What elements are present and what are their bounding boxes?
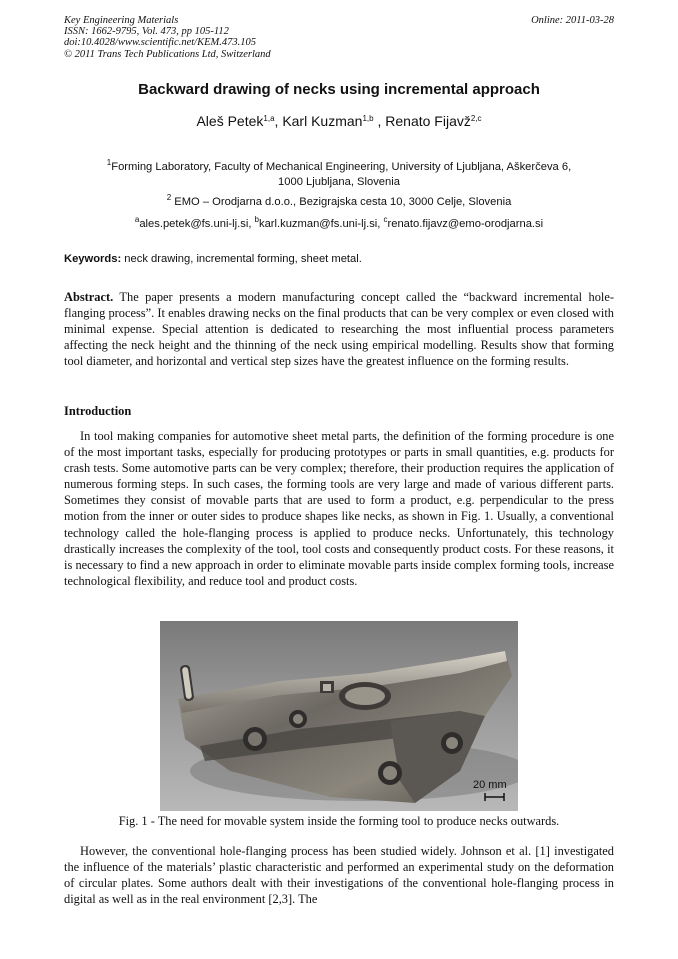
journal-header (64, 15, 271, 60)
doi-line[interactable]: doi:10.4028/www.scientific.net/KEM.473.105 (64, 37, 256, 49)
abstract-label: Abstract. (64, 290, 114, 304)
author-list: Aleš Petek$^{1,a}$, Karl Kuzman$^{1,b}$ , Renato Fijavž$^{2,c}$ (196, 113, 482, 129)
author-name: Renato Fijavž (385, 113, 471, 129)
intro-paragraph-1: In tool making companies for automotive sheet metal parts, the definition of the forming procedure is one of the most important tasks, especially for producing prototypes or parts in small quantities, e.g. products for crash tests. Some automotive parts can be very complex; therefore, their production requires the application of numerous forming steps. In such cases, the forming tools are very large and made of various different parts. Sometimes they consist of movable parts that are used to form a product, e.g. perpendicular to the press motion from the inner or outer sides to produce shapes like necks, as shown in Fig. 1. Usually, a conventional technology called the hole-flanging process is applied to produce necks. Unfortunately, this technology drastically increases the complexity of the tool, tool costs and consequently product costs. For these reasons, it is necessary to find a new approach in order to eliminate movable parts inside complex forming tools, increase technological flexibility, and reduce tool and product costs. (64, 429, 614, 588)
author-affiliation-mark: 1,a (263, 114, 275, 123)
keywords (64, 253, 614, 265)
affiliation-2-text: EMO – Orodjarna d.o.o., Bezigrajska cesta 10, 3000 Celje, Slovenia (174, 196, 512, 208)
email-mark: c (383, 215, 388, 224)
affiliation-2 (64, 195, 614, 210)
online-date: Online: 2011-03-28 (531, 15, 614, 26)
email-mark: b (254, 215, 259, 224)
affiliation-mark: 2 (166, 193, 172, 202)
affiliation-1-line2: 1000 Ljubljana, Slovenia (278, 176, 400, 188)
author-emails: $^a$ales.petek@fs.uni-lj.si, $^b$karl.kuzman@fs.uni-lj.si, $^c$renato.fijavz@emo-orodjarna.si (134, 215, 544, 230)
paper-title: Backward drawing of necks using incremental approach (138, 81, 540, 98)
figure-1-photo (160, 621, 518, 811)
author-name: Aleš Petek (196, 113, 264, 129)
email-link[interactable]: ales.petek@fs.uni-lj.si (139, 218, 249, 230)
issn-line: ISSN: 1662-9795, Vol. 473, pp 105-112 (64, 26, 229, 38)
keywords-label: Keywords: (64, 253, 122, 265)
abstract (64, 289, 614, 369)
scale-bar-label: 20 mm (473, 779, 507, 791)
journal-name: Key Engineering Materials (64, 15, 179, 26)
email-link[interactable]: renato.fijavz@emo-orodjarna.si (387, 218, 544, 230)
keywords-text: neck drawing, incremental forming, sheet metal. (121, 253, 362, 265)
abstract-text: The paper presents a modern manufacturing concept called the “backward incremental hole-flanging process”. It enables drawing necks on the final products that can be very complex or even closed with minimal expense. Special attention is dedicated to researching the most influential process parameters affecting the neck height and the thinning of the neck using empirical modelling. Results show that forming tool diameter, and horizontal and vertical step sizes have the greatest influence on the forming results. (64, 290, 614, 369)
email-link[interactable]: karl.kuzman@fs.uni-lj.si (258, 218, 378, 230)
author-affiliation-mark: 2,c (470, 114, 482, 123)
author-affiliation-mark: 1,b (362, 114, 374, 123)
affiliation-mark: 1 (106, 158, 112, 167)
figure-1-caption: Fig. 1 - The need for movable system inside the forming tool to produce necks outwards. (118, 814, 560, 828)
author-name: Karl Kuzman (282, 113, 363, 129)
affiliation-1-line1: Forming Laboratory, Faculty of Mechanical Engineering, University of Ljubljana, Aškerčeva 6, (111, 161, 572, 173)
intro-paragraph-2: However, the conventional hole-flanging process has been studied widely. Johnson et al. [1] investigated the influence of the materials’ plastic characteristic and performed an experimental study on the deformation of circular plates. Some authors dealt with their investigations of the conventional hole-flanging process in digital as well as in the real environment [2,3]. The (64, 844, 614, 907)
copyright-line: © 2011 Trans Tech Publications Ltd, Switzerland (64, 48, 271, 60)
sheet-metal-part-photo (160, 621, 518, 811)
email-mark: a (134, 215, 140, 224)
affiliation-1 (64, 160, 614, 190)
section-heading-introduction: Introduction (64, 404, 132, 418)
